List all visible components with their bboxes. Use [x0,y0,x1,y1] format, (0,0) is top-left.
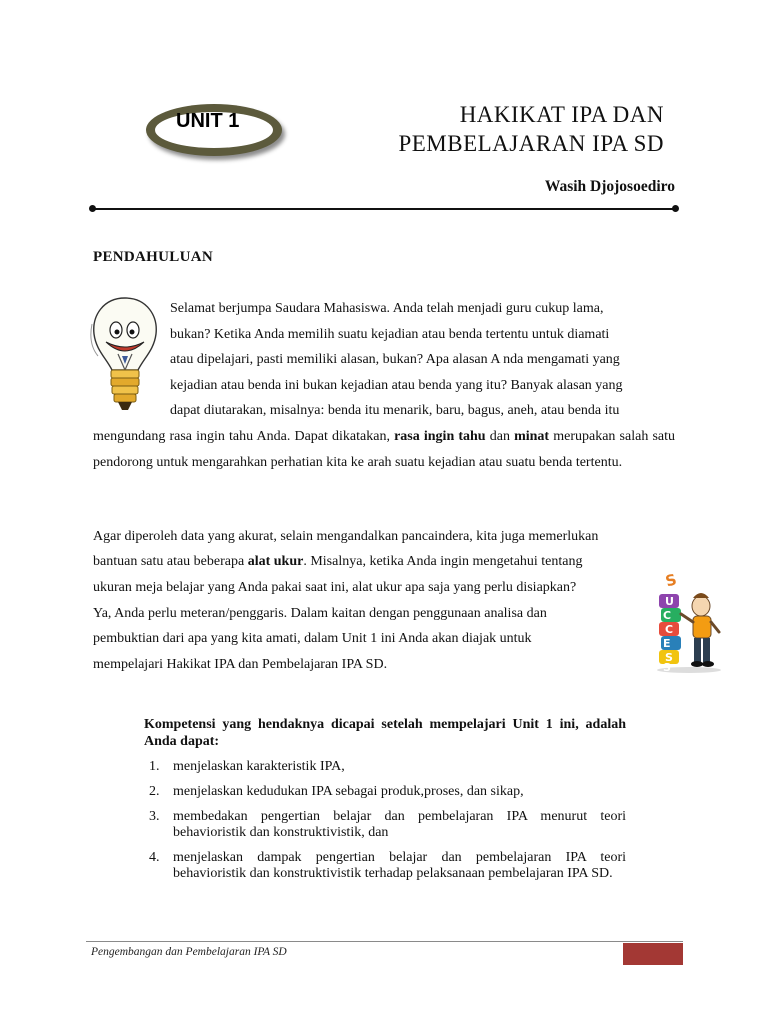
success-letter-6: S [665,651,673,664]
success-letter-2: U [665,595,674,608]
measurement-paragraph-line2: bantuan satu atau beberapa alat ukur. Misalnya, ketika Anda ingin mengetahui tentang [93,554,583,569]
success-letter-5: E [663,637,671,650]
lightbulb-icon [88,294,162,416]
success-cartoon-icon [653,566,725,674]
title-line-1: HAKIKAT IPA DAN [459,102,664,127]
list-item: 3. membedakan pengertian belajar dan pembelajaran IPA menurut teori behavioristik dan konstruktivistik, dan [149,809,626,840]
success-letter-7: S [663,661,671,674]
divider-left-dot [89,205,96,212]
footer-accent-block [623,943,683,965]
list-item: 2. menjelaskan kedudukan IPA sebagai produk,proses, dan sikap, [149,784,524,799]
list-item: 1. menjelaskan karakteristik IPA, [149,759,345,774]
competencies-list [144,759,626,882]
title-line-2: PEMBELAJARAN IPA SD [398,131,664,156]
measurement-paragraph-wrapped: ukuran meja belajar yang Anda pakai saat ini, alat ukur apa saja yang perlu disiapkan? Ya, Anda perlu meteran/penggaris. Dalam kaitan dengan penggunaan analisa dan pembuktian dari apa yang kita amati, dalam Unit 1 ini Anda akan diajak untuk mempelajari Hakikat IPA dan Pembelajaran IPA SD. [93,580,577,672]
divider-right-dot [672,205,679,212]
intro-paragraph-wrapped: Selamat berjumpa Saudara Mahasiswa. Anda telah menjadi guru cukup lama, bukan? Ketika Anda memilih suatu kejadian atau benda tertentu untuk diamati atau dipelajari, pasti memiliki alasan, bukan? Apa alasan A nda mengamati yang kejadian atau benda ini bukan kejadian atau benda yang itu? Banyak alasan yang dapat diutarakan, misalnya: benda itu menarik, baru, bagus, aneh, atau benda itu [170,301,623,419]
author-name: Wasih Djojosoediro [544,178,675,195]
section-heading: PENDAHULUAN [93,249,213,265]
footer-divider [86,941,683,942]
footer-text: Pengembangan dan Pembelajaran IPA SD [91,946,287,958]
header-divider [92,208,676,210]
intro-paragraph-continuation: mengundang rasa ingin tahu Anda. Dapat dikatakan, rasa ingin tahu dan minat merupakan salah satu pendorong untuk mengarahkan perhatian kita ke arah suatu kejadian atau suatu benda tertentu. [93,429,676,470]
success-letter-1: S [663,570,679,591]
list-item: 4. menjelaskan dampak pengertian belajar dan pembelajaran IPA teori behavioristik dan konstruktivistik terhadap pelaksanaan pembelajaran IPA SD. [149,850,626,881]
success-letter-3: C [663,609,672,622]
competencies-heading: Kompetensi yang hendaknya dicapai setelah mempelajari Unit 1 ini, adalah Anda dapat: [144,717,626,749]
unit-label: UNIT 1 [176,110,240,132]
competencies-block [144,716,626,891]
measurement-paragraph-line1: Agar diperoleh data yang akurat, selain mengandalkan pancaindera, kita juga memerlukan [93,529,599,544]
success-letter-4: C [665,623,674,636]
